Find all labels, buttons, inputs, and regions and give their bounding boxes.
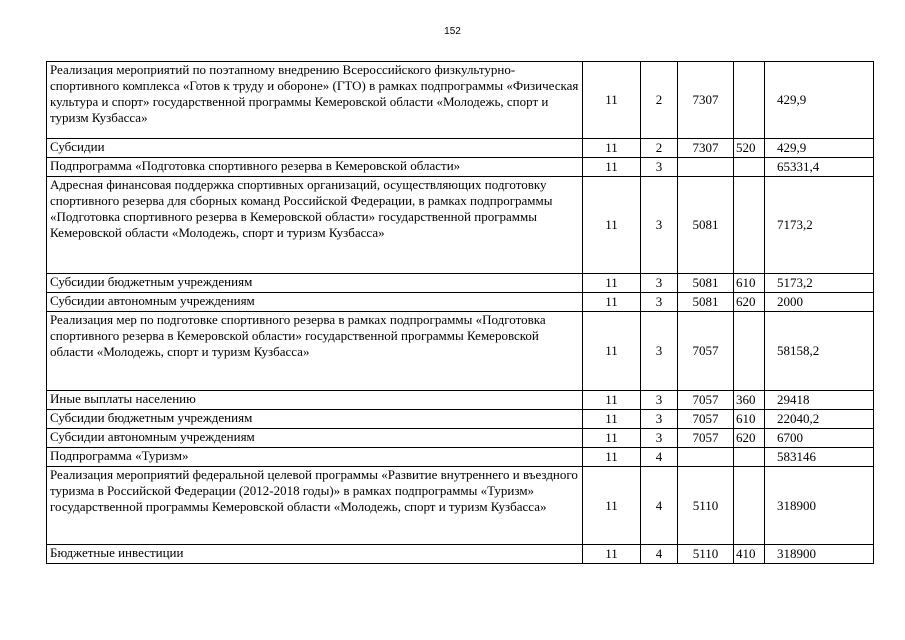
section-code: 11: [583, 62, 641, 139]
subsection-code: 3: [641, 391, 678, 410]
section-code: 11: [583, 467, 641, 545]
expense-type-code: 410: [734, 545, 765, 564]
subsection-code: 4: [641, 545, 678, 564]
target-code: 7057: [678, 429, 734, 448]
amount: 58158,2: [765, 312, 874, 391]
row-name: Субсидии: [47, 139, 583, 158]
budget-table: [46, 61, 874, 564]
section-code: 11: [583, 410, 641, 429]
subsection-code: 3: [641, 312, 678, 391]
amount: 318900: [765, 545, 874, 564]
subsection-code: 3: [641, 429, 678, 448]
expense-type-code: [734, 62, 765, 139]
section-code: 11: [583, 545, 641, 564]
expense-type-code: 520: [734, 139, 765, 158]
table-row: [47, 158, 874, 177]
expense-type-code: [734, 158, 765, 177]
row-name: Подпрограмма «Подготовка спортивного резерва в Кемеровской области»: [47, 158, 583, 177]
amount: 2000: [765, 293, 874, 312]
expense-type-code: 360: [734, 391, 765, 410]
section-code: 11: [583, 158, 641, 177]
row-name: Адресная финансовая поддержка спортивных организаций, осуществляющих подготовку спортивного резерва для сборных команд Российской Федерации, в рамках подпрограммы «Подготовка спортивного резерва в Кемеровской области» государственной программы Кемеровской области «Молодежь, спорт и туризм Кузбасса»: [47, 177, 583, 274]
section-code: 11: [583, 391, 641, 410]
target-code: 5110: [678, 467, 734, 545]
amount: 65331,4: [765, 158, 874, 177]
target-code: 5081: [678, 293, 734, 312]
row-name: Подпрограмма «Туризм»: [47, 448, 583, 467]
section-code: 11: [583, 448, 641, 467]
subsection-code: 2: [641, 139, 678, 158]
row-name: Субсидии автономным учреждениям: [47, 293, 583, 312]
amount: 583146: [765, 448, 874, 467]
target-code: 7307: [678, 62, 734, 139]
subsection-code: 2: [641, 62, 678, 139]
amount: 318900: [765, 467, 874, 545]
subsection-code: 4: [641, 448, 678, 467]
expense-type-code: [734, 448, 765, 467]
section-code: 11: [583, 429, 641, 448]
table-row: [47, 312, 874, 391]
row-name: Реализация мер по подготовке спортивного резерва в рамках подпрограммы «Подготовка спортивного резерва в Кемеровской области» государственной программы Кемеровской области «Молодежь, спорт и туризм Кузбасса»: [47, 312, 583, 391]
expense-type-code: 620: [734, 429, 765, 448]
amount: 429,9: [765, 62, 874, 139]
amount: 29418: [765, 391, 874, 410]
section-code: 11: [583, 293, 641, 312]
table-row: [47, 545, 874, 564]
section-code: 11: [583, 312, 641, 391]
row-name: Бюджетные инвестиции: [47, 545, 583, 564]
row-name: Субсидии бюджетным учреждениям: [47, 410, 583, 429]
table-row: [47, 274, 874, 293]
subsection-code: 3: [641, 177, 678, 274]
target-code: 5081: [678, 274, 734, 293]
expense-type-code: [734, 467, 765, 545]
target-code: [678, 158, 734, 177]
target-code: 7307: [678, 139, 734, 158]
table-row: [47, 139, 874, 158]
expense-type-code: 620: [734, 293, 765, 312]
row-name: Реализация мероприятий федеральной целевой программы «Развитие внутреннего и въездного туризма в Российской Федерации (2012-2018 годы)» в рамках подпрограммы «Туризм» государственной программы Кемеровской области «Молодежь, спорт и туризм Кузбасса»: [47, 467, 583, 545]
amount: 429,9: [765, 139, 874, 158]
target-code: 7057: [678, 410, 734, 429]
target-code: [678, 448, 734, 467]
section-code: 11: [583, 139, 641, 158]
table-row: [47, 410, 874, 429]
subsection-code: 3: [641, 274, 678, 293]
target-code: 5081: [678, 177, 734, 274]
row-name: Иные выплаты населению: [47, 391, 583, 410]
table-row: [47, 177, 874, 274]
table-row: [47, 448, 874, 467]
subsection-code: 3: [641, 410, 678, 429]
section-code: 11: [583, 274, 641, 293]
target-code: 7057: [678, 391, 734, 410]
subsection-code: 3: [641, 293, 678, 312]
subsection-code: 4: [641, 467, 678, 545]
expense-type-code: [734, 177, 765, 274]
amount: 5173,2: [765, 274, 874, 293]
amount: 7173,2: [765, 177, 874, 274]
section-code: 11: [583, 177, 641, 274]
target-code: 7057: [678, 312, 734, 391]
expense-type-code: [734, 312, 765, 391]
expense-type-code: 610: [734, 274, 765, 293]
row-name: Субсидии бюджетным учреждениям: [47, 274, 583, 293]
table-row: [47, 293, 874, 312]
row-name: Реализация мероприятий по поэтапному внедрению Всероссийского физкультурно-спортивного комплекса «Готов к труду и обороне» (ГТО) в рамках подпрограммы «Физическая культура и спорт» государственной программы Кемеровской области «Молодежь, спорт и туризм Кузбасса»: [47, 62, 583, 139]
page-number: 152: [444, 26, 461, 37]
amount: 22040,2: [765, 410, 874, 429]
expense-type-code: 610: [734, 410, 765, 429]
table-row: [47, 467, 874, 545]
table-row: [47, 391, 874, 410]
subsection-code: 3: [641, 158, 678, 177]
row-name: Субсидии автономным учреждениям: [47, 429, 583, 448]
amount: 6700: [765, 429, 874, 448]
target-code: 5110: [678, 545, 734, 564]
table-row: [47, 62, 874, 139]
table-row: [47, 429, 874, 448]
